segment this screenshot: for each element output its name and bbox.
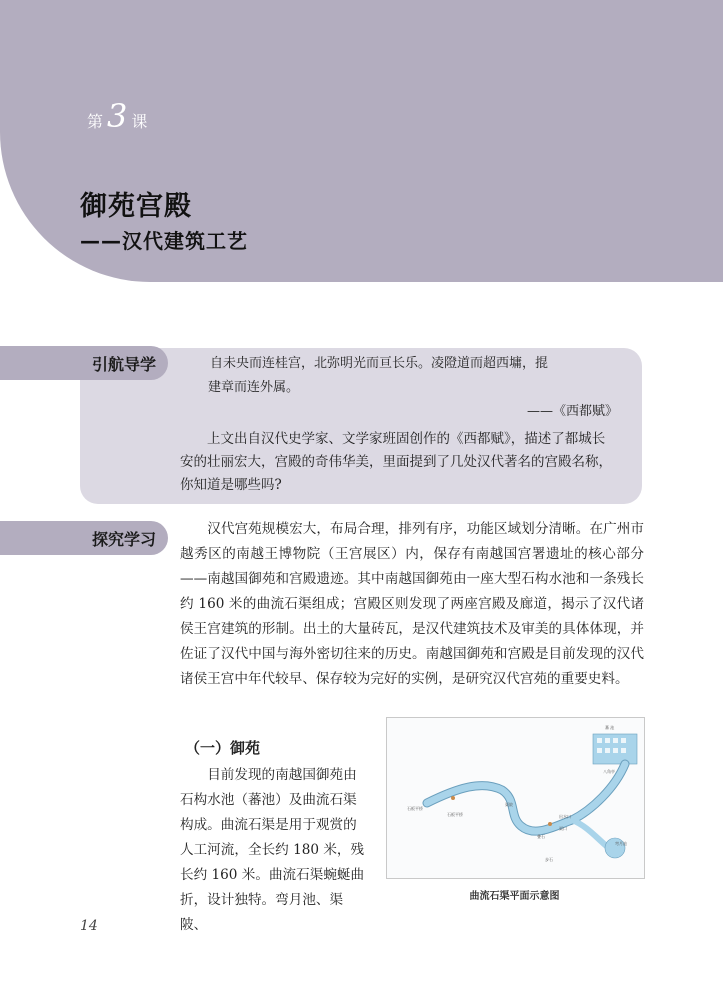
guide-tab-label: 引航导学 xyxy=(91,355,156,374)
guide-text xyxy=(180,428,630,497)
inquiry-tab-label: 探究学习 xyxy=(91,530,156,549)
guide-text-line: 安的壮丽宏大，宫殿的奇伟华美，里面提到了几处汉代著名的宫殿名称， xyxy=(180,454,612,470)
lesson-prefix: 第 xyxy=(87,112,104,131)
landmark-dot xyxy=(451,796,455,800)
guide-text-line: 上文出自汉代史学家、文学家班固创作的《西都赋》，描述了都城长 xyxy=(207,431,606,447)
canal-plan-figure xyxy=(386,717,645,879)
figure-label: 石板平桥 xyxy=(407,806,423,811)
lesson-title: 御苑宫殿 xyxy=(80,191,192,222)
section-body xyxy=(180,763,368,938)
pool-label: 蕃 池 xyxy=(605,725,615,730)
figure-label: 石板平桥 xyxy=(447,812,463,817)
page-number: 14 xyxy=(80,918,98,934)
figure-label: 出水口 xyxy=(559,814,571,819)
figure-label: 渠口 xyxy=(559,826,567,831)
canal-water xyxy=(427,764,625,831)
quote-line: 自未央而连桂宫，北弥明光而亘长乐。凌隥道而超西墉，掍 xyxy=(210,356,549,371)
guide-text-line: 你知道是哪些吗? xyxy=(180,477,282,493)
canal-plan-map xyxy=(387,718,644,878)
guide-quote xyxy=(80,352,640,424)
figure-label: 渠陂 xyxy=(505,802,513,807)
quote-line: 建章而连外属。 xyxy=(208,380,300,395)
lesson-label xyxy=(87,97,148,135)
figure-label: 叠石 xyxy=(537,834,545,839)
figure-label: 弯月池 xyxy=(615,841,627,846)
figure-label: 步石 xyxy=(545,857,553,862)
inquiry-text xyxy=(180,517,644,692)
inquiry-tab xyxy=(0,521,168,555)
lesson-suffix: 课 xyxy=(131,112,148,131)
section-paragraph: 目前发现的南越国御苑由石构水池（蕃池）及曲流石渠构成。曲流石渠是用于观赏的人工河流，全长约 180 米，残长约 160 米。曲流石渠蜿蜒曲折，设计独特。弯月池、渠陂、 xyxy=(180,767,365,933)
figure-caption: 曲流石渠平面示意图 xyxy=(469,891,560,902)
section-heading: （一）御苑 xyxy=(185,739,261,757)
lesson-number: 3 xyxy=(107,97,128,135)
lesson-subtitle: ——汉代建筑工艺 xyxy=(80,229,248,253)
landmark-dot xyxy=(548,822,552,826)
quote-source: ——《西都赋》 xyxy=(526,404,618,419)
figure-label: 八角亭 xyxy=(603,769,615,774)
inquiry-paragraph: 汉代宫苑规模宏大，布局合理，排列有序，功能区域划分清晰。在广州市越秀区的南越王博物院（王宫展区）内，保存有南越国宫署遗址的核心部分——南越国御苑和宫殿遗迹。其中南越国御苑由一座大型石构水池和一条残长约 160 米的曲流石渠组成；宫殿区则发现了两座宫殿及廊道，揭示了汉代诸侯王宫建筑的形制。出土的大量砖瓦，是汉代建筑技术及审美的具体体现，并佐证了汉代中国与海外密切往来的历史。南越国御苑和宫殿是目前发现的汉代诸侯王宫中年代较早、保存较为完好的实例，是研究汉代宫苑的重要史料。 xyxy=(180,521,644,687)
canal-outline xyxy=(427,764,625,831)
